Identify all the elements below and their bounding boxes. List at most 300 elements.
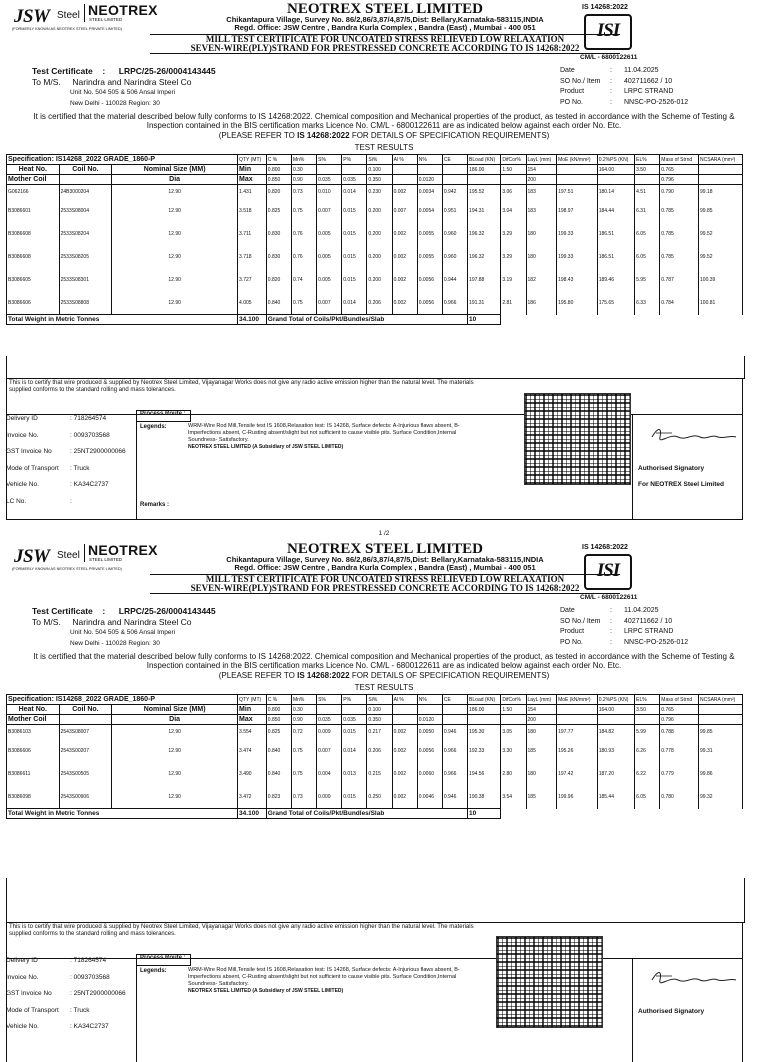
table-cell: 2.81	[501, 291, 526, 315]
signature-icon	[648, 425, 738, 447]
table-cell: 199.33	[557, 222, 598, 245]
table-cell: 0.002	[392, 739, 417, 762]
table-cell: 2543S00207	[59, 739, 112, 762]
min-value: 0.100	[367, 705, 392, 715]
min-value	[317, 165, 342, 175]
cml-licence: CM/L - 6800122611	[580, 594, 638, 601]
table-row	[7, 785, 743, 809]
table-cell: 0.820	[266, 185, 291, 200]
table-cell: 12.90	[112, 785, 238, 809]
table-cell: 186.51	[597, 222, 634, 245]
certificate-title	[150, 574, 620, 594]
table-cell: 0.75	[291, 762, 316, 785]
min-value: 1.50	[501, 165, 526, 175]
table-cell: 0.0056	[417, 291, 442, 315]
table-cell: 6.26	[635, 739, 660, 762]
table-cell: 0.007	[392, 199, 417, 222]
blank-cell	[501, 315, 743, 325]
table-cell: 3.29	[501, 222, 526, 245]
max-value	[442, 175, 467, 185]
table-cell: 0.002	[392, 725, 417, 740]
table-cell: 0.015	[342, 222, 367, 245]
table-cell: 2533S08204	[59, 222, 112, 245]
refer-post: FOR DETAILS OF SPECIFICATION REQUIREMENTS)	[349, 131, 550, 140]
table-cell: 2533S08808	[59, 291, 112, 315]
dia-header: Dia	[112, 175, 238, 185]
max-value	[635, 715, 660, 725]
table-cell: B3086098	[7, 785, 60, 809]
table-cell: 180	[526, 725, 557, 740]
test-results-label: TEST RESULTS	[354, 683, 414, 692]
min-value	[392, 165, 417, 175]
table-cell: 194.31	[468, 199, 501, 222]
table-cell: 0.785	[660, 199, 699, 222]
table-cell: 0.007	[317, 199, 342, 222]
po-value: NNSC-PO-2526-012	[624, 98, 689, 106]
table-cell: 0.013	[342, 762, 367, 785]
neotrex-logo-text: NEOTREX	[88, 2, 158, 18]
table-cell: 24B3000204	[59, 185, 112, 200]
max-value	[557, 175, 598, 185]
table-cell: B3086611	[7, 762, 60, 785]
meta-colon: :	[610, 67, 612, 74]
table-cell: 99.86	[699, 762, 743, 785]
max-value: 0.0120	[417, 715, 442, 725]
table-cell: 6.22	[635, 762, 660, 785]
table-cell: 185	[526, 739, 557, 762]
delivery-divider	[136, 954, 137, 1062]
min-value: 0.30	[291, 705, 316, 715]
grand-total-value: 10	[468, 809, 501, 819]
table-cell: 0.966	[442, 291, 467, 315]
logo-separator	[84, 544, 85, 562]
table-cell: 185	[526, 785, 557, 809]
column-header: Si%	[367, 155, 392, 165]
delivery-details	[6, 411, 126, 510]
vehicle-value: : KA34C2737	[70, 481, 109, 488]
table-cell: 3.490	[238, 762, 267, 785]
table-header-row	[7, 695, 743, 705]
max-value: 0.035	[342, 715, 367, 725]
delivery-label: Delivery ID	[6, 415, 38, 422]
customer-city: New Delhi - 110028 Region: 30	[70, 640, 160, 647]
company-name: NEOTREX STEEL LIMITED	[287, 541, 483, 557]
table-cell: 0.825	[266, 725, 291, 740]
table-cell: 2543S00505	[59, 762, 112, 785]
table-cell: 12.90	[112, 245, 238, 268]
formerly-text: (FORMERLY KNOWN AS NEOTREX STEEL PRIVATE LIMITED)	[12, 27, 122, 31]
min-value: 186.00	[468, 705, 501, 715]
table-cell: 0.0055	[417, 222, 442, 245]
table-row	[7, 222, 743, 245]
so-value: 402711662 / 10	[624, 77, 673, 85]
delivery-divider	[136, 410, 137, 520]
legends-body: WRM-Wire Rod Mill,Tensile test IS 1608,Relaxation test: IS 14268, Surface defects: A-Injurious flaws absent, B-Imperfections absent, C-Rusting absent/slight but not sufficient to cause visible pits. Surface Condition,Internal Soundness- Satisfactory.	[188, 967, 460, 987]
customer-city: New Delhi - 110028 Region: 30	[70, 100, 160, 107]
table-cell: 0.009	[317, 725, 342, 740]
table-row	[7, 725, 743, 740]
table-cell: 0.015	[342, 785, 367, 809]
mother-coil-header: Mother Coil	[7, 715, 60, 725]
table-cell: 5.99	[635, 725, 660, 740]
column-header: NCSARA (mm²)	[699, 155, 743, 165]
table-cell: 4.51	[635, 185, 660, 200]
min-value	[557, 705, 598, 715]
column-header: C %	[266, 155, 291, 165]
table-cell: 0.007	[317, 739, 342, 762]
qty-header: QTY (MT)	[238, 155, 267, 165]
date-value: 11.04.2025	[624, 67, 659, 74]
table-cell: 0.780	[660, 785, 699, 809]
column-header: C %	[266, 695, 291, 705]
table-cell: 99.52	[699, 245, 743, 268]
table-cell: 0.74	[291, 268, 316, 291]
table-cell: 0.75	[291, 739, 316, 762]
table-cell: 189.46	[597, 268, 634, 291]
table-cell: 0.230	[367, 185, 392, 200]
table-cell: 3.19	[501, 268, 526, 291]
table-row	[7, 199, 743, 222]
meta-colon: :	[610, 628, 612, 635]
table-cell: 0.840	[266, 739, 291, 762]
tc-colon: :	[102, 66, 106, 76]
max-value	[699, 175, 743, 185]
nominal-size-header: Nominal Size (MM)	[112, 705, 238, 715]
signature-icon	[648, 968, 738, 990]
table-cell: 0.0056	[417, 268, 442, 291]
table-cell: 0.002	[392, 291, 417, 315]
delivery-label: Delivery ID	[6, 957, 38, 964]
test-certificate-row	[32, 66, 216, 76]
table-blank-area	[6, 356, 745, 379]
table-cell: 0.206	[367, 739, 392, 762]
invoice-label: Invoice No.	[6, 431, 39, 439]
meta-colon: :	[610, 638, 612, 646]
so-label: SO No./ Item	[560, 617, 601, 625]
min-value: 164.00	[597, 165, 634, 175]
product-label: Product	[560, 88, 585, 95]
blank-cell	[59, 715, 112, 725]
min-value: 154	[526, 705, 557, 715]
table-cell: 99.85	[699, 725, 743, 740]
max-value	[392, 715, 417, 725]
table-cell: 0.217	[367, 725, 392, 740]
table-cell: 3.54	[501, 785, 526, 809]
max-value	[597, 715, 634, 725]
table-cell: 0.840	[266, 762, 291, 785]
lc-label: LC No.	[6, 497, 27, 505]
max-value: 0.035	[342, 175, 367, 185]
column-header: EL%	[635, 695, 660, 705]
table-blank-area	[6, 878, 745, 923]
neotrex-ltd-text: STEEL LIMITED	[89, 17, 123, 22]
process-route-label: Process Route :	[140, 955, 186, 961]
table-cell: 0.200	[367, 222, 392, 245]
table-cell: 0.825	[266, 199, 291, 222]
gst-label: GST Invoice No	[6, 448, 52, 455]
heat-no-header: Heat No.	[7, 705, 60, 715]
min-row	[7, 705, 743, 715]
date-label: Date	[560, 607, 575, 614]
refer-pre: (PLEASE REFER TO	[218, 131, 298, 140]
table-cell: 12.90	[112, 739, 238, 762]
table-cell: 2533S08205	[59, 245, 112, 268]
column-header: S%	[317, 695, 342, 705]
blank-cell	[501, 809, 743, 819]
min-value: 0.800	[266, 165, 291, 175]
company-address	[180, 556, 590, 572]
table-cell: 186.51	[597, 245, 634, 268]
min-label: Min	[238, 705, 267, 715]
table-cell: 3.04	[501, 199, 526, 222]
table-cell: 183	[526, 185, 557, 200]
po-value: NNSC-PO-2526-012	[624, 638, 689, 646]
test-certificate-row	[32, 606, 216, 616]
vehicle-label: Vehicle No.	[6, 1023, 39, 1030]
total-weight-label: Total Weight in Metric Tonnes	[7, 809, 238, 819]
column-header: 0.2%PS (KN)	[597, 155, 634, 165]
table-cell: 3.06	[501, 185, 526, 200]
table-cell: 0.778	[660, 739, 699, 762]
max-row	[7, 715, 743, 725]
total-weight-value: 34.100	[238, 809, 267, 819]
company-address	[180, 16, 590, 32]
spec-cell: Specification: IS14268_2022 GRADE_1860-P	[7, 695, 238, 705]
table-row	[7, 268, 743, 291]
table-row	[7, 185, 743, 200]
heat-no-header: Heat No.	[7, 165, 60, 175]
table-cell: 195.80	[557, 291, 598, 315]
refer-is: IS 14268:2022	[297, 131, 350, 140]
table-cell: 0.784	[660, 291, 699, 315]
table-cell: 12.90	[112, 291, 238, 315]
min-value: 154	[526, 165, 557, 175]
table-cell: B3086608	[7, 245, 60, 268]
table-cell: 0.790	[660, 185, 699, 200]
table-cell: G062166	[7, 185, 60, 200]
max-value	[635, 175, 660, 185]
total-weight-value: 34.100	[238, 315, 267, 325]
min-label: Min	[238, 165, 267, 175]
customer-name: Narindra and Narindra Steel Co	[72, 77, 192, 87]
isi-mark-icon	[584, 554, 632, 590]
transport-label: Mode of Transport	[6, 464, 59, 472]
certificate-title-line-2: SEVEN-WIRE(PLY)STRAND FOR PRESTRESSED CONCRETE ACCORDING TO IS 14268:2022	[190, 43, 580, 53]
product-value: LRPC STRAND	[624, 628, 674, 635]
tc-number: LRPC/25-26/0004143445	[118, 66, 216, 76]
legends-text	[188, 967, 483, 995]
tc-label: Test Certificate	[32, 606, 93, 616]
column-header: LayL (mm)	[526, 155, 557, 165]
table-cell: 0.015	[342, 245, 367, 268]
max-value: 200	[526, 715, 557, 725]
total-row	[7, 809, 743, 819]
jsw-logo-text: JSW	[14, 6, 50, 27]
certificate-title	[150, 34, 620, 54]
address-line-1: Chikantapura Village, Survey No. 86/2,86/3,87/4,87/5,Dist: Bellary,Karnataka-583115,INDIA	[226, 555, 544, 564]
to-label: To M/S.	[32, 77, 61, 87]
meta-colon: :	[610, 617, 612, 625]
transport-value: : Truck	[70, 464, 90, 472]
table-cell: 195.30	[468, 725, 501, 740]
column-header: Si%	[367, 695, 392, 705]
column-header: Mass of Strnd	[660, 695, 699, 705]
max-value	[501, 175, 526, 185]
min-value: 1.50	[501, 705, 526, 715]
neotrex-logo-text: NEOTREX	[88, 542, 158, 558]
table-cell: 198.97	[557, 199, 598, 222]
table-cell: 192.33	[468, 739, 501, 762]
meta-colon: :	[610, 98, 612, 106]
max-value	[501, 715, 526, 725]
refer-statement	[24, 671, 744, 680]
legends-sub: NEOTREX STEEL LIMITED (A Subsidiary of JSW STEEL LIMITED)	[188, 988, 344, 994]
table-cell: 0.830	[266, 245, 291, 268]
certify-statement: It is certified that the material described below fully conforms to IS 14268:2022. Chemical composition and Mechanical properties of the product, as tested in accordance with the Scheme of Testing & Inspection contained in the BIS certification marks Licence No. CM/L - 6800122611 are as indicated below against each order No. Etc.	[33, 112, 735, 130]
column-header: NCSARA (mm²)	[699, 695, 743, 705]
table-cell: 0.942	[442, 185, 467, 200]
invoice-label: Invoice No.	[6, 973, 39, 981]
table-cell: 0.002	[392, 245, 417, 268]
invoice-value: : 0093703568	[70, 431, 110, 439]
min-value	[342, 705, 367, 715]
date-label: Date	[560, 67, 575, 74]
grand-total-label: Grand Total of Coils/Pkt/Bundles/Slab	[266, 809, 467, 819]
max-value	[468, 175, 501, 185]
table-cell: 3.474	[238, 739, 267, 762]
delivery-details	[6, 953, 126, 1036]
meta-colon: :	[610, 88, 612, 95]
meta-colon: :	[610, 607, 612, 614]
column-header: Mass of Strnd	[660, 155, 699, 165]
table-cell: 2533S08301	[59, 268, 112, 291]
certificate-title-line-1: MILL TEST CERTIFICATE FOR UNCOATED STRESS RELIEVED LOW RELAXATION	[205, 574, 565, 584]
neotrex-ltd-text: STEEL LIMITED	[89, 557, 123, 562]
delivery-value: : 718264574	[70, 415, 107, 422]
table-row	[7, 245, 743, 268]
total-row	[7, 315, 743, 325]
column-header: DifCor%	[501, 155, 526, 165]
table-cell: 190.38	[468, 785, 501, 809]
table-cell: 12.90	[112, 762, 238, 785]
table-cell: 0.002	[392, 185, 417, 200]
table-cell: 0.002	[392, 268, 417, 291]
table-cell: 175.65	[597, 291, 634, 315]
vehicle-value: : KA34C2737	[70, 1023, 109, 1030]
column-header: Al %	[392, 695, 417, 705]
table-cell: 99.32	[699, 785, 743, 809]
radio-statement: This is to certify that wire produced & supplied by Neotrex Steel Limited, Vijayanagar Works does not give any radio active emission higher than the natural level. The materials supplied conforms to the standard rolling and mass tolerances.	[9, 380, 474, 393]
min-value	[417, 705, 442, 715]
table-cell: 2543S00906	[59, 785, 112, 809]
table-cell: 0.010	[317, 185, 342, 200]
refer-statement	[24, 131, 744, 140]
table-cell: 3.718	[238, 245, 267, 268]
max-value: 0.850	[266, 175, 291, 185]
min-row	[7, 165, 743, 175]
grand-total-label: Grand Total of Coils/Pkt/Bundles/Slab	[266, 315, 467, 325]
min-value	[699, 705, 743, 715]
certificate-meta	[560, 606, 688, 648]
jsw-steel-text: Steel	[57, 10, 80, 21]
table-cell: 0.005	[317, 222, 342, 245]
min-value	[417, 165, 442, 175]
coil-no-header: Coil No.	[59, 165, 112, 175]
table-cell: 0.840	[266, 291, 291, 315]
table-cell: 0.960	[442, 222, 467, 245]
min-value: 0.765	[660, 705, 699, 715]
for-company: For NEOTREX Steel Limited	[638, 481, 724, 488]
table-cell: 3.30	[501, 739, 526, 762]
table-cell: 180	[526, 245, 557, 268]
customer-row	[32, 77, 191, 87]
table-cell: 3.727	[238, 268, 267, 291]
table-cell: 0.966	[442, 739, 467, 762]
table-cell: 194.56	[468, 762, 501, 785]
table-cell: 1.431	[238, 185, 267, 200]
column-header: P%	[342, 695, 367, 705]
table-cell: 0.0055	[417, 245, 442, 268]
table-header-row	[7, 155, 743, 165]
authorised-signatory: Authorised Signatory	[638, 1008, 705, 1015]
legends-body: WRM-Wire Rod Mill,Tensile test IS 1608,Relaxation test: IS 14268, Surface defects: A-Injurious flaws absent, B-Imperfections absent, C-Rusting absent/slight but not sufficient to cause visible pits. Surface Condition,Internal Soundness- Satisfactory.	[188, 423, 460, 443]
column-header: CE	[442, 155, 467, 165]
table-cell: 0.0034	[417, 185, 442, 200]
tc-label: Test Certificate	[32, 66, 93, 76]
table-cell: 0.206	[367, 291, 392, 315]
authorised-signatory: Authorised Signatory	[638, 465, 705, 472]
test-results-table	[6, 694, 743, 819]
table-cell: 0.785	[660, 222, 699, 245]
table-cell: 185.44	[597, 785, 634, 809]
table-cell: 180	[526, 762, 557, 785]
table-cell: 199.96	[557, 785, 598, 809]
table-cell: 2.80	[501, 762, 526, 785]
table-cell: 0.009	[317, 785, 342, 809]
table-cell: 0.944	[442, 268, 467, 291]
gst-value: : 25NT2900000066	[70, 448, 126, 455]
table-cell: 198.43	[557, 268, 598, 291]
table-cell: 6.05	[635, 245, 660, 268]
column-header: S%	[317, 155, 342, 165]
certificate-title-line-2: SEVEN-WIRE(PLY)STRAND FOR PRESTRESSED CONCRETE ACCORDING TO IS 14268:2022	[190, 583, 580, 593]
delivery-value: : 718264574	[70, 957, 107, 964]
table-row	[7, 762, 743, 785]
signature-divider	[632, 959, 633, 1062]
so-value: 402711662 / 10	[624, 617, 673, 625]
table-cell: 2533S08004	[59, 199, 112, 222]
table-cell: 99.85	[699, 199, 743, 222]
refer-post: FOR DETAILS OF SPECIFICATION REQUIREMENTS)	[349, 671, 550, 680]
table-cell: B3086605	[7, 268, 60, 291]
is-code: IS 14268:2022	[582, 544, 628, 551]
table-cell: 195.52	[468, 185, 501, 200]
gst-label: GST Invoice No	[6, 990, 52, 997]
tc-number: LRPC/25-26/0004143445	[118, 606, 216, 616]
test-results-table	[6, 154, 743, 325]
table-cell: 0.788	[660, 725, 699, 740]
table-cell: 6.05	[635, 222, 660, 245]
remarks-label: Remarks :	[140, 502, 170, 508]
max-value: 0.350	[367, 715, 392, 725]
table-cell: 180	[526, 222, 557, 245]
column-header: Mn%	[291, 695, 316, 705]
table-cell: 99.52	[699, 222, 743, 245]
transport-value: : Truck	[70, 1006, 90, 1014]
max-value	[597, 175, 634, 185]
table-cell: 0.004	[317, 762, 342, 785]
invoice-value: : 0093703568	[70, 973, 110, 981]
